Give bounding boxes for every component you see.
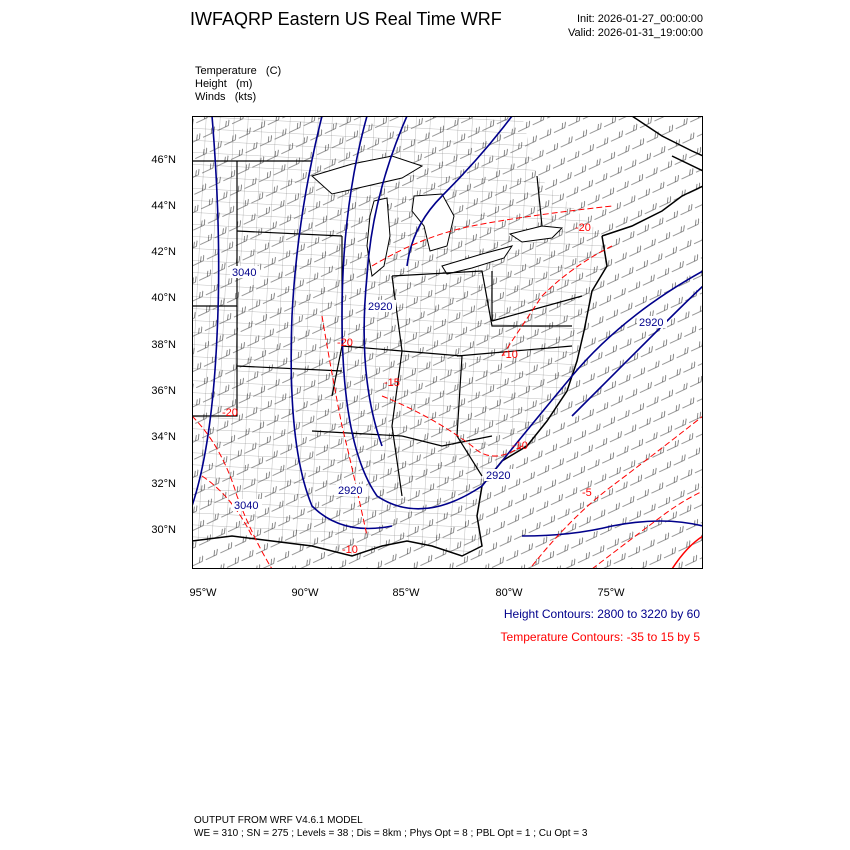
weather-map bbox=[192, 116, 703, 569]
valid-time: Valid: 2026-01-31_19:00:00 bbox=[568, 27, 703, 39]
lat-tick-36: 36°N bbox=[151, 385, 176, 397]
temperature-label-2: -20 bbox=[337, 337, 353, 349]
lon-tick-80: 80°W bbox=[495, 587, 523, 599]
lon-tick-90: 90°W bbox=[291, 587, 319, 599]
lat-tick-38: 38°N bbox=[151, 339, 176, 351]
init-time: Init: 2026-01-27_00:00:00 bbox=[577, 13, 703, 25]
height-label-2: 2920 bbox=[368, 301, 393, 313]
temperature-label-6: -10 bbox=[512, 440, 528, 452]
lon-tick-95: 95°W bbox=[189, 587, 217, 599]
lat-tick-34: 34°N bbox=[151, 431, 176, 443]
lat-tick-32: 32°N bbox=[151, 478, 176, 490]
map-title: IWFAQRP Eastern US Real Time WRF bbox=[190, 9, 502, 29]
height-label-5: 2920 bbox=[338, 485, 363, 497]
temperature-label-4: -15 bbox=[384, 377, 400, 389]
legend-height: Height (m) bbox=[195, 78, 253, 90]
lon-tick-85: 85°W bbox=[392, 587, 420, 599]
lat-tick-44: 44°N bbox=[151, 200, 176, 212]
height-label-4: 3040 bbox=[234, 500, 259, 512]
temperature-label-7: -5 bbox=[582, 487, 592, 499]
temperature-label-5: -20 bbox=[222, 407, 238, 419]
height-label-3: 2920 bbox=[639, 317, 664, 329]
height-contour-info: Height Contours: 2800 to 3220 by 60 bbox=[503, 607, 700, 621]
footer-run-params: WE = 310 ; SN = 275 ; Levels = 38 ; Dis = 8km ; Phys Opt = 8 ; PBL Opt = 1 ; Cu Opt = 3 bbox=[194, 828, 588, 839]
lat-tick-40: 40°N bbox=[151, 292, 176, 304]
lat-tick-42: 42°N bbox=[151, 246, 176, 258]
lon-tick-75: 75°W bbox=[597, 587, 625, 599]
temperature-label-1: -20 bbox=[575, 222, 591, 234]
height-label-1: 3040 bbox=[232, 267, 257, 279]
lat-tick-46: 46°N bbox=[151, 154, 176, 166]
temperature-contour-info: Temperature Contours: -35 to 15 by 5 bbox=[500, 630, 700, 644]
height-label-6: 2920 bbox=[486, 470, 511, 482]
footer-model-info: OUTPUT FROM WRF V4.6.1 MODEL bbox=[194, 815, 363, 826]
lat-tick-30: 30°N bbox=[151, 524, 176, 536]
legend-winds: Winds (kts) bbox=[195, 91, 257, 103]
temperature-label-3: -10 bbox=[502, 349, 518, 361]
temperature-label-8: -10 bbox=[342, 544, 358, 556]
legend-temperature: Temperature (C) bbox=[195, 65, 282, 77]
